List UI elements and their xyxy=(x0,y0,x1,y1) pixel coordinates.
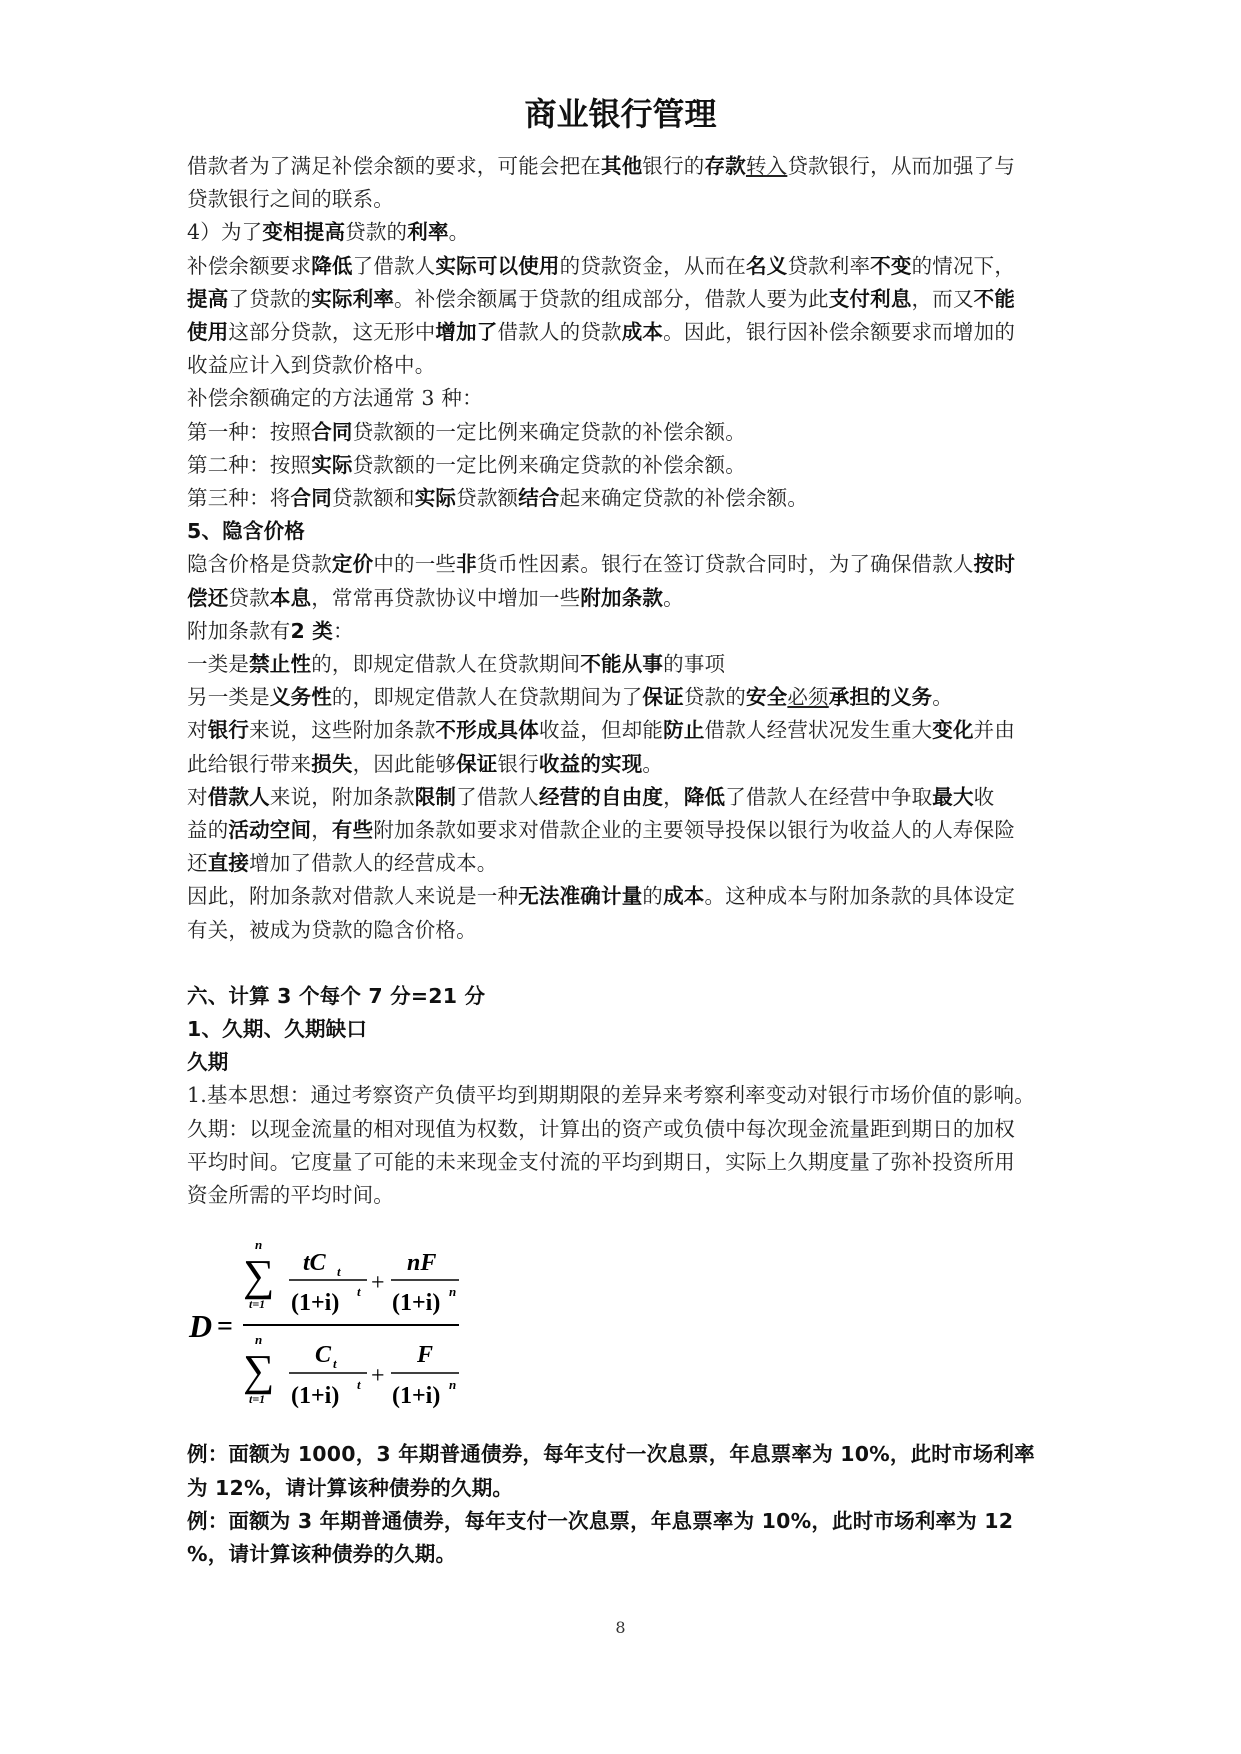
bold-run: 不能 xyxy=(973,286,1016,311)
bold-run: 提高 xyxy=(187,286,229,311)
bold-run: 保证 xyxy=(642,685,684,710)
bold-run: 安全 xyxy=(745,685,788,710)
summation-sign: ∑ xyxy=(243,1346,275,1396)
example-text: 例：面额为 3 年期普通债券，每年支付一次息票，年息票率为 10%，此时市场利率为 12 xyxy=(187,1508,1014,1533)
bold-run: 实际利率 xyxy=(311,286,395,311)
sum-upper-limit: n xyxy=(255,1237,263,1253)
paragraph xyxy=(187,1079,1067,1112)
text-run: 附加条款有 xyxy=(187,618,291,643)
bold-run: 实际可以使用 xyxy=(435,253,560,278)
bold-run: 承担的义务 xyxy=(828,685,933,710)
text-run: 贷款额的一定比例来确定贷款的补偿余额。 xyxy=(352,419,746,444)
paragraph xyxy=(187,914,1067,947)
paragraph xyxy=(187,615,1067,648)
bold-run: 成本 xyxy=(621,320,664,345)
bold-run: 变化 xyxy=(932,718,974,743)
bold-run: 附加条款 xyxy=(580,585,664,610)
text-run: 资金所需的平均时间。 xyxy=(187,1183,394,1208)
text-run: ，常常再贷款协议中增加一些 xyxy=(311,585,581,610)
example-text: %，请计算该种债券的久期。 xyxy=(187,1541,457,1566)
text-run: 1.基本思想：通过考察资产负债平均到期期限的差异来考察利率变动对银行市场价值的影响。 xyxy=(187,1083,1035,1108)
text-run: 这部分贷款，这无形中 xyxy=(228,320,436,345)
bold-run: 降低 xyxy=(311,253,353,278)
text-run: 。 xyxy=(663,585,684,610)
sum-lower-limit: t=1 xyxy=(249,1392,266,1407)
bold-run: 成本 xyxy=(663,884,705,909)
text-run: 贷款的 xyxy=(345,220,408,245)
text-run: ， xyxy=(663,784,684,809)
text-run: 第三种：将 xyxy=(187,486,291,511)
text-run: 。 xyxy=(642,751,664,776)
bold-run: 合同 xyxy=(290,486,332,511)
text-run: 久期：以现金流量的相对现值为权数，计算出的资产或负债中每次现金流量距到期日的加权 xyxy=(187,1116,1015,1141)
section-heading: 六、计算 3 个每个 7 分=21 分 xyxy=(187,983,486,1008)
text-run: 借款者为了满足补偿余额的要求，可能会把在 xyxy=(187,154,601,178)
text-run: 第二种：按照 xyxy=(187,452,312,477)
bold-run: 非 xyxy=(456,552,477,577)
summation-sign: ∑ xyxy=(243,1251,275,1301)
text-run: 的，即规定借款人在贷款期间为了 xyxy=(331,685,643,710)
text-run: ： xyxy=(333,618,354,643)
text-run: 补偿余额要求 xyxy=(187,253,312,278)
formula-equals: = xyxy=(217,1311,233,1343)
bold-run: 不变 xyxy=(870,253,912,278)
text-run: 贷款额 xyxy=(456,486,519,511)
paragraph xyxy=(187,548,1067,581)
text-run: 收益，但却能 xyxy=(538,718,664,743)
text-run: 的贷款资金，从而在 xyxy=(559,253,746,278)
text-run: 平均时间。它度量了可能的未来现金支付流的平均到期日，实际上久期度量了弥补投资所用 xyxy=(187,1149,1015,1174)
bold-run: 2 类 xyxy=(290,618,334,643)
bold-run: 使用 xyxy=(187,320,229,345)
bold-run: 防止 xyxy=(663,718,705,743)
text-run: 银行的 xyxy=(642,154,705,178)
bold-run: 存款 xyxy=(704,154,746,178)
term-exponent: t xyxy=(357,1377,361,1393)
bold-run: 经营的自由度 xyxy=(538,784,664,809)
paragraph xyxy=(187,316,1067,349)
spacer xyxy=(187,947,1067,980)
paragraph xyxy=(187,482,1067,515)
text-run: 来说，附加条款 xyxy=(269,784,415,809)
bold-run: 实际 xyxy=(311,452,353,477)
text-run: 了借款人 xyxy=(456,784,539,809)
text-run: 借款人经营状况发生重大 xyxy=(704,718,933,743)
bold-run: 实际 xyxy=(414,486,457,511)
paragraph xyxy=(187,416,1067,449)
text-run: 因此，附加条款对借款人来说是一种 xyxy=(187,884,519,909)
text-run: 。补偿余额属于贷款的组成部分，借款人要为此 xyxy=(394,286,829,311)
example-text: 为 12%，请计算该种债券的久期。 xyxy=(187,1475,514,1500)
paragraph xyxy=(187,150,1067,183)
text-run: 起来确定贷款的补偿余额。 xyxy=(559,486,809,511)
document-body xyxy=(187,150,1067,1571)
text-run: 的 xyxy=(642,884,664,909)
paragraph xyxy=(187,216,1067,249)
text-run: 的事项 xyxy=(663,652,726,677)
bold-run: 名义 xyxy=(745,253,788,278)
paragraph xyxy=(187,814,1067,847)
bold-run: 偿还 xyxy=(187,585,229,610)
bold-run: 保证 xyxy=(456,751,498,776)
paragraph xyxy=(187,681,1067,714)
text-run: 。因此，银行因补偿余额要求而增加的 xyxy=(663,320,1016,345)
text-run: 贷款额和 xyxy=(331,486,415,511)
text-run: 对 xyxy=(187,784,208,809)
bold-run: 无法准确计量 xyxy=(518,884,643,909)
bold-run: 定价 xyxy=(331,552,374,577)
text-run: 补偿余额确定的方法通常 3 种： xyxy=(187,386,483,411)
text-run: 贷款银行之间的联系。 xyxy=(187,187,394,212)
bold-run: 降低 xyxy=(683,784,726,809)
text-run: 贷款银行，从而加强了与 xyxy=(787,154,1016,178)
duration-formula xyxy=(187,1230,1067,1416)
bold-run: 不能从事 xyxy=(580,652,664,677)
text-run: 第一种：按照 xyxy=(187,419,312,444)
bold-run: 义务性 xyxy=(269,685,332,710)
bold-run: 损失 xyxy=(311,751,353,776)
text-run: 收 xyxy=(973,784,995,809)
formula-svg xyxy=(187,1230,487,1416)
bold-run: 支付利息 xyxy=(828,286,912,311)
text-run: 增加了借款人的经营成本。 xyxy=(249,851,498,876)
text-run: ，因此能够 xyxy=(352,751,457,776)
bold-run: 直接 xyxy=(207,851,250,876)
paragraph xyxy=(187,880,1067,913)
term-exponent: n xyxy=(449,1284,457,1300)
bold-run: 增加了 xyxy=(435,320,498,345)
plus-sign: + xyxy=(371,1270,385,1297)
term-numerator: nF xyxy=(407,1250,437,1277)
bold-run: 不形成 xyxy=(435,718,498,743)
text-run: 贷款 xyxy=(228,585,270,610)
text-run: ， xyxy=(311,818,332,843)
text-run: 附加条款如要求对借款企业的主要领导投保以银行为收益人的人寿保险 xyxy=(373,818,1016,843)
plus-sign: + xyxy=(371,1363,385,1390)
text-run: 。这种成本与附加条款的具体设定 xyxy=(704,884,1016,909)
paragraph xyxy=(187,582,1067,615)
text-run: 了借款人 xyxy=(352,253,436,278)
bold-run: 其他 xyxy=(601,154,643,178)
bold-run: 禁止性 xyxy=(249,652,312,677)
paragraph xyxy=(187,748,1067,781)
bold-run: 利率 xyxy=(407,220,449,245)
term-exponent: t xyxy=(357,1284,361,1300)
term-denominator: (1+i) xyxy=(392,1290,441,1317)
text-run: 收益应计入到贷款价格中。 xyxy=(187,353,436,378)
section-heading: 5、隐含价格 xyxy=(187,519,305,544)
text-run: 贷款利率 xyxy=(787,253,871,278)
bold-run: 变相提高 xyxy=(262,220,346,245)
sum-lower-limit: t=1 xyxy=(249,1297,266,1312)
underlined-run: 转入 xyxy=(745,154,788,178)
term-denominator: (1+i) xyxy=(291,1290,340,1317)
text-run: 了借款人在经营中争取 xyxy=(725,784,933,809)
text-run: 的，即规定借款人在贷款期间 xyxy=(311,652,581,677)
term-subscript: t xyxy=(333,1356,337,1372)
sum-upper-limit: n xyxy=(255,1332,263,1348)
bold-run: 收益的实现 xyxy=(538,751,643,776)
text-run: 来说，这些附加条款 xyxy=(249,718,436,743)
paragraph xyxy=(187,648,1067,681)
paragraph xyxy=(187,781,1067,814)
term-denominator: (1+i) xyxy=(291,1383,340,1410)
text-run: 此给银行带来 xyxy=(187,751,312,776)
bold-run: 借款人 xyxy=(207,784,270,809)
term-exponent: n xyxy=(449,1377,457,1393)
text-run: 借款人的贷款 xyxy=(497,320,622,345)
paragraph xyxy=(187,349,1067,382)
term-numerator: F xyxy=(417,1342,434,1369)
text-run: 了贷款的 xyxy=(228,286,312,311)
paragraph xyxy=(187,1113,1067,1146)
text-run: 贷款的 xyxy=(683,685,746,710)
paragraph xyxy=(187,847,1067,880)
text-run: 有关，被成为贷款的隐含价格。 xyxy=(187,917,477,942)
text-run: ，而又 xyxy=(911,286,974,311)
paragraph xyxy=(187,183,1067,216)
text-run: 还 xyxy=(187,851,208,876)
bold-run: 按时 xyxy=(973,552,1016,577)
bold-run: 具体 xyxy=(497,718,539,743)
page-number: 8 xyxy=(615,1618,626,1637)
text-run: 一类是 xyxy=(187,652,250,677)
bold-run: 有些 xyxy=(331,818,374,843)
text-run: 货币性因素。银行在签订贷款合同时，为了确保借款人 xyxy=(476,552,974,577)
text-run: 。 xyxy=(448,220,470,245)
paragraph xyxy=(187,714,1067,747)
text-run: 并由 xyxy=(973,718,1016,743)
paragraph xyxy=(187,283,1067,316)
bold-run: 活动空间 xyxy=(228,818,312,843)
paragraph xyxy=(187,1146,1067,1179)
bold-run: 合同 xyxy=(311,419,353,444)
text-run: 贷款额的一定比例来确定贷款的补偿余额。 xyxy=(352,452,746,477)
text-run: 益的 xyxy=(187,818,229,843)
paragraph xyxy=(187,449,1067,482)
subsection-heading: 1、久期、久期缺口 xyxy=(187,1017,368,1042)
text-run: 银行 xyxy=(497,751,539,776)
bold-run: 最大 xyxy=(932,784,974,809)
formula-lhs: D xyxy=(189,1308,213,1345)
paragraph xyxy=(187,250,1067,283)
text-run: 对 xyxy=(187,718,208,743)
text-run: 隐含价格是贷款 xyxy=(187,552,332,577)
example-text: 例：面额为 1000，3 年期普通债券，每年支付一次息票，年息票率为 10%，此时市场利率 xyxy=(187,1442,1035,1467)
bold-run: 结合 xyxy=(518,486,560,511)
underlined-run: 必须 xyxy=(787,685,829,710)
bold-run: 限制 xyxy=(414,784,457,809)
bold-run: 本息 xyxy=(269,585,312,610)
text-run: 中的一些 xyxy=(373,552,457,577)
term-numerator: C xyxy=(315,1342,332,1369)
term-subscript: t xyxy=(337,1264,341,1280)
text-run: 另一类是 xyxy=(187,685,270,710)
text-run: 的情况下， xyxy=(911,253,1016,278)
subsection-heading: 久期 xyxy=(187,1050,229,1075)
text-run: 。 xyxy=(932,685,953,710)
term-numerator: tC xyxy=(303,1250,326,1277)
term-denominator: (1+i) xyxy=(392,1383,441,1410)
paragraph xyxy=(187,1179,1067,1212)
bold-run: 银行 xyxy=(207,718,250,743)
text-run: 4）为了 xyxy=(187,220,263,245)
paragraph xyxy=(187,382,1067,415)
page-title: 商业银行管理 xyxy=(524,95,717,133)
